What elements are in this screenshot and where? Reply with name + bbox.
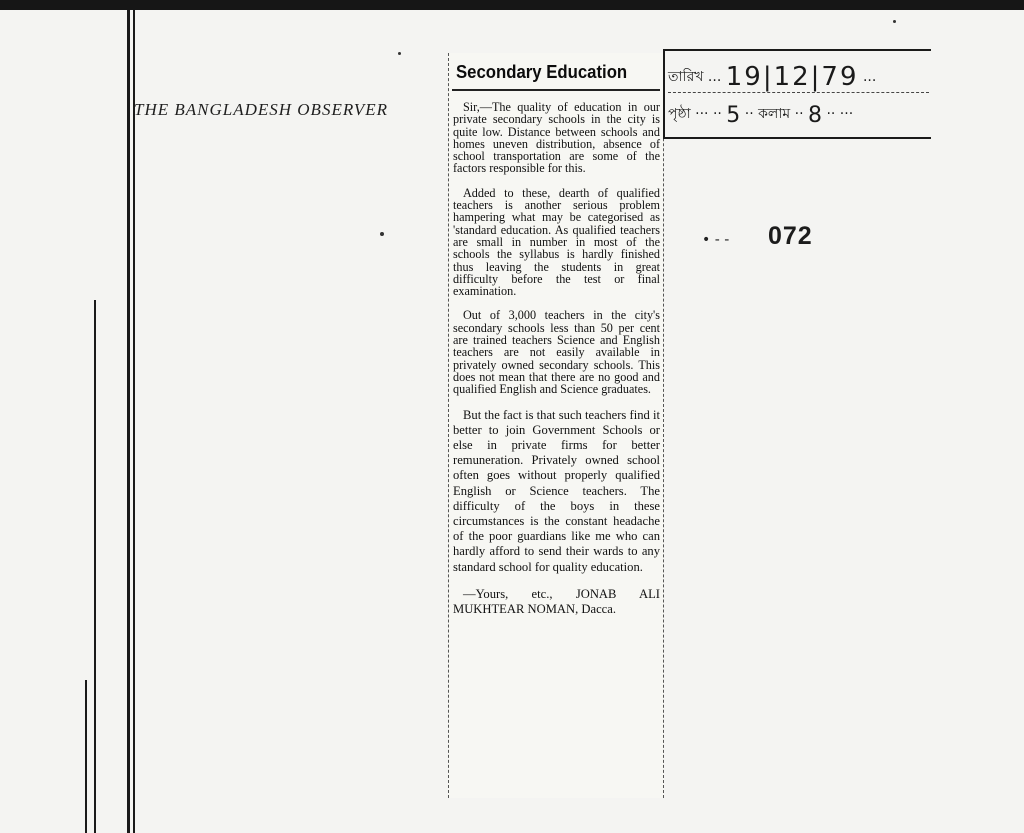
stamp-column-label: কলাম: [758, 106, 791, 122]
article-headline: Secondary Education: [456, 62, 628, 82]
binder-margin-line: [127, 10, 130, 833]
binder-margin-line: [133, 10, 135, 833]
stamp-date-row: তারিখ ... 19|12|79 ...: [668, 62, 877, 92]
binder-margin-line: [85, 680, 87, 833]
stamp-date-value: 19|12|79: [725, 62, 859, 92]
document-mark: • - -: [702, 232, 730, 248]
article-paragraph: But the fact is that such teachers find it better to join Government Schools or else in private firms for better remuneration. Privately owned school often goes without properly qualified English or Science teachers. The difficulty of the boys in these circumstances is the constant headache of the poor guardians like me who can hardly afford to send their wards to any standard school for quality education.: [453, 407, 660, 574]
stamp-column-value: 8: [807, 103, 822, 128]
stamp-page-label: পৃষ্ঠা: [668, 106, 691, 122]
scan-speck: [893, 20, 896, 23]
scan-top-edge: [0, 0, 1024, 10]
article-paragraph: Out of 3,000 teachers in the city's secondary schools less than 50 per cent are trained teachers Science and English teachers are not easily available in privately owned secondary schools. This does not mean that there are no good and qualified English and Science graduates.: [453, 308, 660, 397]
archive-stamp-divider: [668, 92, 929, 94]
newspaper-name: THE BANGLADESH OBSERVER: [134, 100, 389, 119]
article-paragraph: Sir,—The quality of education in our private secondary schools in the city is quite low. Distance between schools and homes uneven distribution, absence of school transportation are some of the factors responsible for this.: [453, 100, 660, 176]
article-paragraph: Added to these, dearth of qualified teachers is another serious problem hampering what may be categorised as 'standard education. As qualified teachers are small in number in most of the schools the syllabus is hardly finished thus leaving the students in great difficulty before the test or final examination.: [453, 185, 660, 299]
document-number: 072: [768, 222, 813, 250]
article-signature: —Yours, etc., JONAB ALI MUKHTEAR NOMAN, Dacca.: [453, 586, 660, 616]
binder-margin-line: [94, 300, 96, 833]
headline-rule: [452, 89, 660, 91]
scan-speck: [380, 232, 384, 236]
stamp-page-value: 5: [726, 103, 741, 128]
stamp-date-label: তারিখ: [668, 69, 704, 85]
stamp-page-row: পৃষ্ঠা ··· ·· 5 ·· কলাম ·· 8 ·· ···: [668, 103, 854, 128]
scan-speck: [398, 52, 401, 55]
article-body: [453, 101, 660, 617]
